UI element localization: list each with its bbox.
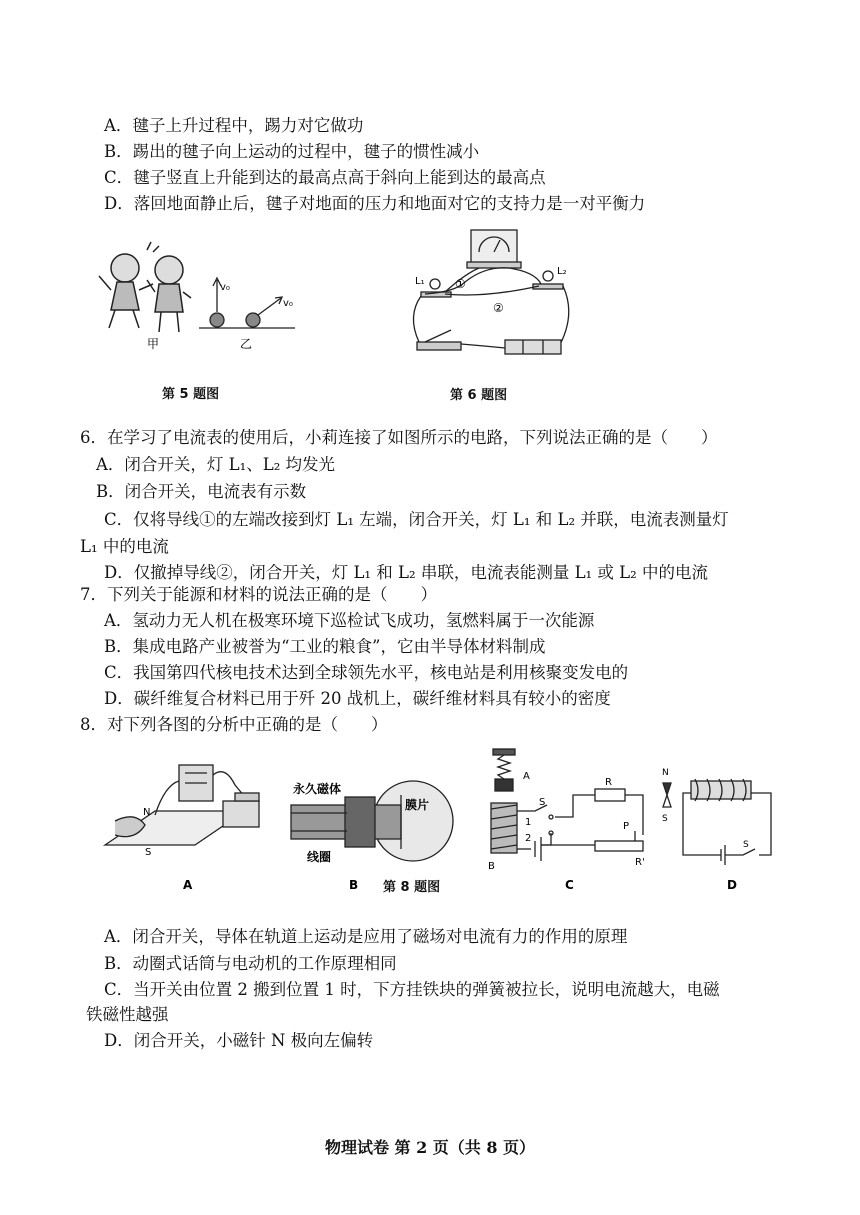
panel-d-switch-label: S (743, 840, 749, 850)
compass-n-label: N (662, 768, 669, 778)
figure-8-caption: 第 8 题图 (383, 880, 441, 895)
battery (505, 340, 561, 354)
v0-label-vertical: v₀ (220, 282, 230, 293)
figure-6 (405, 226, 575, 366)
q7-option-a: A．氢动力无人机在极寒环境下巡检试飞成功，氢燃料属于一次能源 (104, 611, 595, 630)
q8-option-c-cont: 铁磁性越强 (86, 1005, 169, 1024)
q6-option-c-cont: L₁ 中的电流 (80, 537, 169, 556)
q8-option-d: D．闭合开关，小磁针 N 极向左偏转 (104, 1031, 374, 1050)
diaphragm-label: 膜片 (405, 798, 430, 812)
wire-2-label: ② (493, 301, 504, 315)
q7-option-c: C．我国第四代核电技术达到全球领先水平，核电站是利用核聚变发电的 (104, 663, 629, 682)
rheostat-label: R' (635, 857, 645, 868)
q6-option-a: A．闭合开关，灯 L₁、L₂ 均发光 (96, 455, 336, 474)
shuttlecock-diagram (199, 278, 295, 328)
v0-label-oblique: v₀ (283, 298, 293, 309)
core-label: B (488, 861, 495, 872)
q6-stem: 6．在学习了电流表的使用后，小莉连接了如图所示的电路，下列说法正确的是（ ） (80, 428, 718, 447)
resistor-r-label: R (605, 777, 612, 788)
q8-option-b: B．动圈式话筒与电动机的工作原理相同 (104, 954, 397, 973)
q6-option-c: C．仅将导线①的左端改接到灯 L₁ 左端，闭合开关，灯 L₁ 和 L₂ 并联，电流表测量灯 (104, 510, 729, 529)
panel-a-rail-apparatus (105, 765, 259, 845)
q7-option-d: D．碳纤维复合材料已用于歼 20 战机上，碳纤维材料具有较小的密度 (104, 689, 611, 708)
q5-option-c: C．毽子竖直上升能到达的最高点高于斜向上能到达的最高点 (104, 168, 546, 187)
position-1-label: 1 (525, 817, 532, 828)
q6-option-b: B．闭合开关，电流表有示数 (96, 482, 307, 501)
q7-option-b: B．集成电路产业被誉为“工业的粮食”，它由半导体材料制成 (104, 637, 546, 656)
slider-p-label: P (623, 821, 630, 832)
wire-1-label: ① (455, 277, 466, 291)
q5-option-d: D．落回地面静止后，毽子对地面的压力和地面对它的支持力是一对平衡力 (104, 194, 646, 213)
panel-a-s-label: S (145, 847, 152, 858)
panel-b-label: B (349, 878, 359, 892)
panel-c-electromagnet-circuit (491, 749, 643, 861)
magnet-label: 永久磁体 (293, 782, 342, 796)
q5-option-a: A．毽子上升过程中，踢力对它做功 (104, 116, 364, 135)
figure-5-caption: 第 5 题图 (162, 387, 220, 402)
panel-a-n-label: N (143, 807, 151, 818)
figure-8 (95, 745, 795, 895)
iron-block-label: A (523, 771, 530, 782)
q6-option-d: D．仅撤掉导线②，闭合开关，灯 L₁ 和 L₂ 串联，电流表能测量 L₁ 或 L₂ 中的电流 (104, 563, 708, 582)
l1-label: L₁ (415, 276, 425, 287)
switch-s-label: S (539, 797, 546, 808)
q8-option-a: A．闭合开关，导体在轨道上运动是应用了磁场对电流有力的作用的原理 (104, 927, 628, 946)
compass-s-label: S (662, 814, 668, 824)
panel-a-label: A (183, 878, 193, 892)
label-yi: 乙 (240, 337, 253, 351)
q5-option-b: B．踢出的毽子向上运动的过程中，毽子的惯性减小 (104, 142, 480, 161)
kids-illustration (99, 242, 191, 332)
l2-label: L₂ (557, 266, 567, 277)
coil-label: 线圈 (307, 850, 332, 864)
q8-option-c: C．当开关由位置 2 搬到位置 1 时，下方挂铁块的弹簧被拉长，说明电流越大，电磁 (104, 980, 720, 999)
panel-d-solenoid-compass (663, 779, 771, 865)
position-2-label: 2 (525, 833, 532, 844)
q8-stem: 8．对下列各图的分析中正确的是（ ） (80, 715, 388, 734)
figure-6-caption: 第 6 题图 (450, 388, 508, 403)
switch (417, 330, 461, 350)
ammeter (467, 230, 521, 268)
panel-d-label: D (727, 878, 737, 892)
label-jia: 甲 (147, 337, 160, 351)
q7-stem: 7．下列关于能源和材料的说法正确的是（ ） (80, 585, 437, 604)
page-footer: 物理试卷 第 2 页（共 8 页） (324, 1138, 536, 1157)
panel-c-label: C (565, 878, 574, 892)
figure-5 (95, 240, 305, 352)
